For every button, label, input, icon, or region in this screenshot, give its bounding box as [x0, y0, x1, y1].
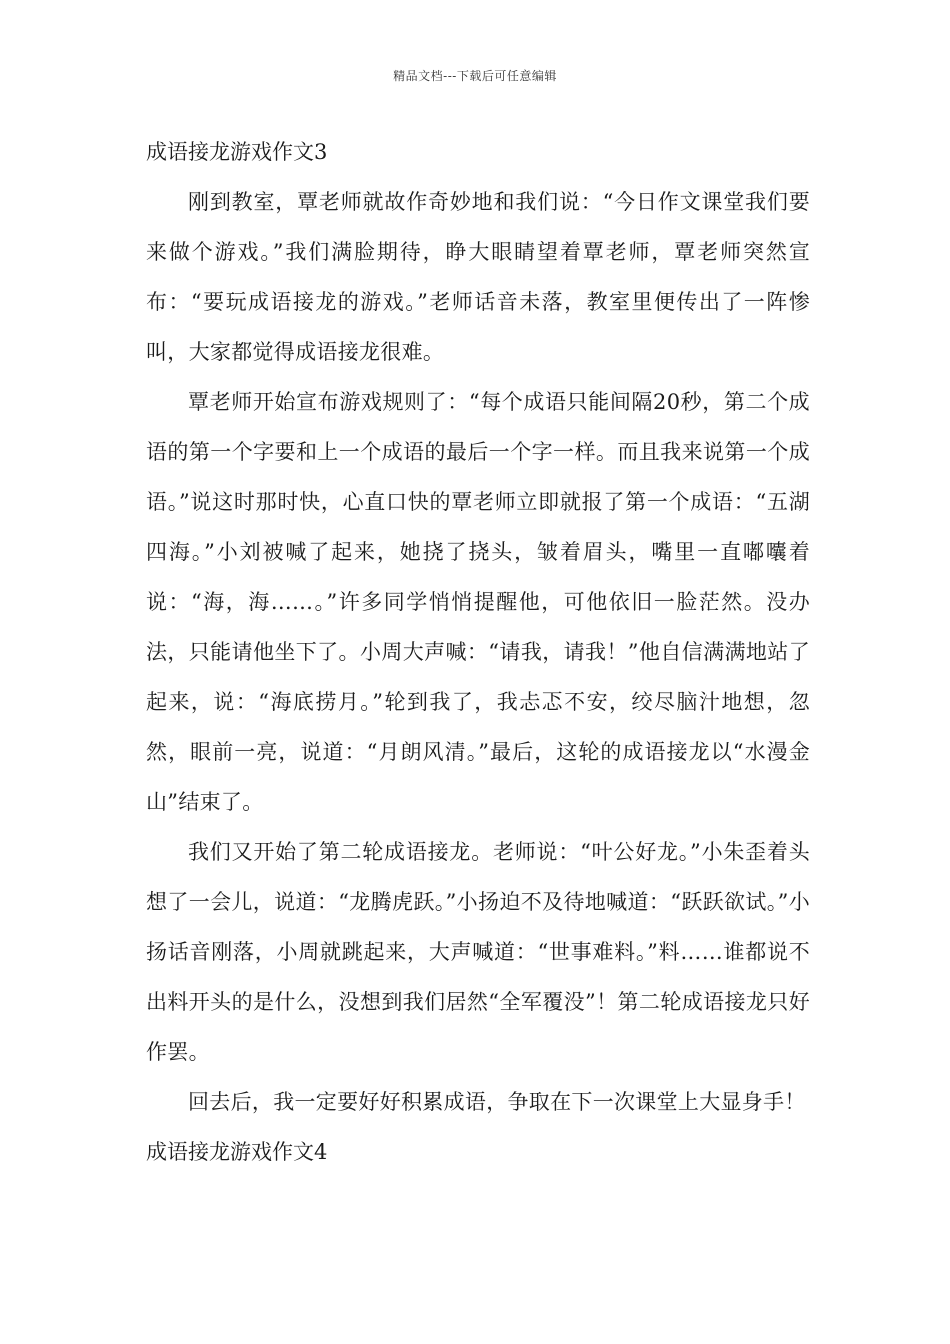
paragraph-2: 覃老师开始宣布游戏规则了：“每个成语只能间隔20秒，第二个成语的第一个字要和上一个成语的最后一个字一样。而且我来说第一个成语。”说这时那时快，心直口快的覃老师立即就报了第一个成语：“五湖四海。”小刘被喊了起来，她挠了挠头，皱着眉头，嘴里一直嘟囔着说：“海，海……。”许多同学悄悄提醒他，可他依旧一脸茫然。没办法，只能请他坐下了。小周大声喊：“请我，请我！”他自信满满地站了起来，说：“海底捞月。”轮到我了，我忐忑不安，绞尽脑汁地想，忽然，眼前一亮，说道：“月朗风清。”最后，这轮的成语接龙以“水漫金山”结束了。	[146, 390, 810, 814]
section-title-4: 成语接龙游戏作文4	[146, 1140, 328, 1164]
paragraph-1: 刚到教室，覃老师就故作奇妙地和我们说：“今日作文课堂我们要来做个游戏。”我们满脸期待，睁大眼睛望着覃老师，覃老师突然宣布：“要玩成语接龙的游戏。”老师话音未落，教室里便传出了一阵惨叫，大家都觉得成语接龙很难。	[146, 190, 810, 364]
page-header: 精品文档---下载后可任意编辑	[393, 69, 557, 83]
document-body	[146, 127, 810, 1177]
paragraph-4: 回去后，我一定要好好积累成语，争取在下一次课堂上大显身手！	[188, 1090, 806, 1114]
paragraph-3: 我们又开始了第二轮成语接龙。老师说：“叶公好龙。”小朱歪着头想了一会儿，说道：“龙腾虎跃。”小扬迫不及待地喊道：“跃跃欲试。”小扬话音刚落，小周就跳起来，大声喊道：“世事难料。”料……谁都说不出料开头的是什么，没想到我们居然“全军覆没”！第二轮成语接龙只好作罢。	[146, 840, 810, 1064]
section-title-3: 成语接龙游戏作文3	[146, 140, 328, 164]
